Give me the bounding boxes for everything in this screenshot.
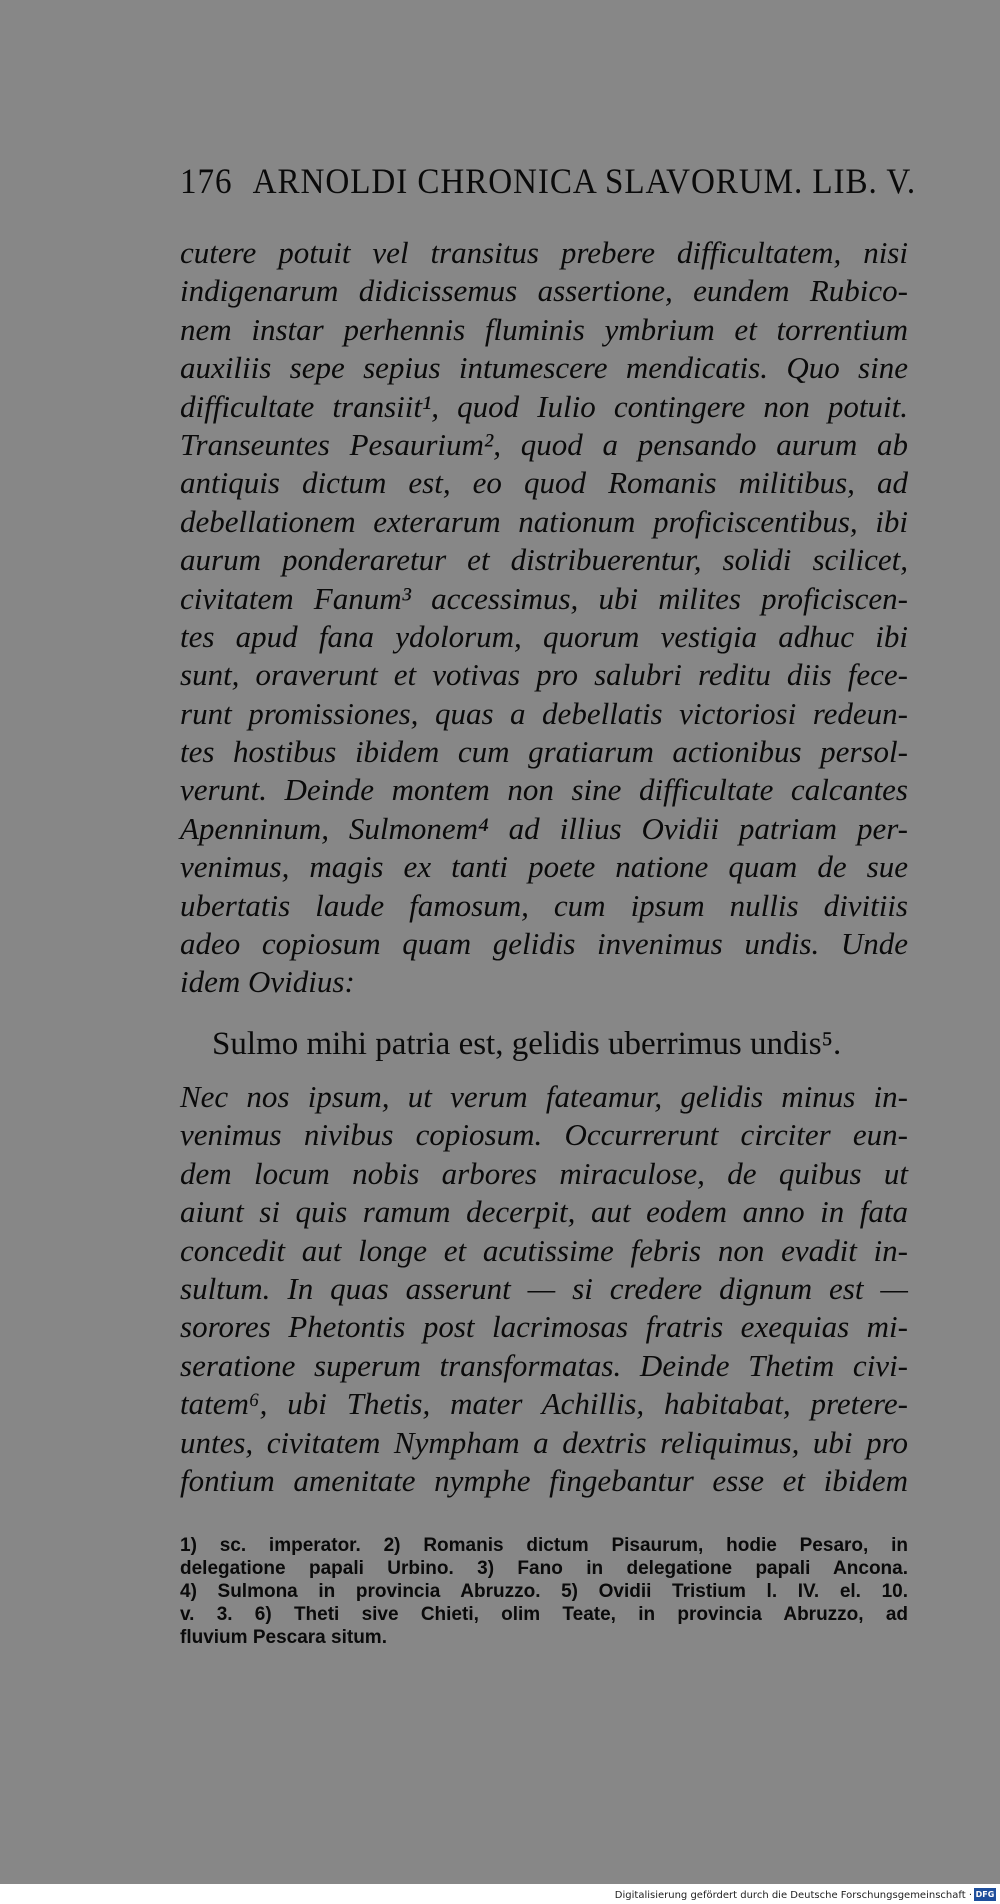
dfg-logo: DFG: [975, 1890, 995, 1899]
text-line: ubertatis laude famosum, cum ipsum nullis divitiis: [180, 887, 908, 923]
text-line: sorores Phetontis post lacrimosas fratris exequias mi-: [180, 1309, 908, 1345]
text-line: civitatem Fanum³ accessimus, ubi milites proficiscen-: [180, 580, 908, 616]
footnote-line: fluvium Pescara situm.: [180, 1627, 387, 1648]
text-line: cutere potuit vel transitus prebere difficultatem, nisi: [180, 235, 908, 270]
text-line: antiquis dictum est, eo quod Romanis militibus, ad: [180, 465, 908, 501]
text-line: venimus, magis ex tanti poete natione quam de sue: [180, 849, 908, 885]
text-line: aurum ponderaretur et distribuerentur, solidi scilicet,: [180, 542, 908, 578]
text-line: verunt. Deinde montem non sine difficultate calcantes: [180, 772, 908, 808]
running-title: ARNOLDI CHRONICA SLAVORUM. LIB. V.: [252, 161, 917, 201]
text-line: untes, civitatem Nympham a dextris reliquimus, ubi pro: [180, 1424, 908, 1460]
text-line: dem locum nobis arbores miraculose, de quibus ut: [180, 1155, 908, 1191]
text-line: Transeuntes Pesaurium², quod a pensando aurum ab: [180, 426, 908, 462]
text-line: idem Ovidius:: [180, 964, 355, 1000]
text-line: tatem⁶, ubi Thetis, mater Achillis, habitabat, pretere-: [180, 1386, 908, 1422]
text-line: venimus nivibus copiosum. Occurrerunt circiter eun-: [180, 1117, 908, 1153]
running-header: [180, 160, 917, 202]
text-line: adeo copiosum quam gelidis invenimus undis. Unde: [180, 926, 908, 962]
text-line: Nec nos ipsum, ut verum fateamur, gelidis minus in-: [180, 1079, 908, 1114]
digitization-credit: Digitalisierung gefördert durch die Deutsche Forschungsgemeinschaft ·: [614, 1890, 972, 1901]
text-line: Apenninum, Sulmonem⁴ ad illius Ovidii patriam per-: [180, 810, 908, 846]
verse-quotation: Sulmo mihi patria est, gelidis uberrimus undis⁵.: [212, 1026, 842, 1062]
text-line: aiunt si quis ramum decerpit, aut eodem anno in fata: [180, 1194, 908, 1230]
main-text-block-continued: [180, 1078, 908, 1500]
text-line: debellationem exterarum nationum proficiscentibus, ibi: [180, 503, 908, 539]
text-line: sunt, oraverunt et votivas pro salubri reditu diis fece-: [180, 657, 908, 693]
text-line: difficultate transiit¹, quod Iulio contingere non potuit.: [180, 388, 908, 424]
footnote-line: delegatione papali Urbino. 3) Fano in delegatione papali Ancona.: [180, 1558, 908, 1579]
text-line: concedit aut longe et acutissime febris non evadit in-: [180, 1232, 908, 1268]
text-line: runt promissiones, quas a debellatis victoriosi redeun-: [180, 695, 908, 731]
footnote-line: 4) Sulmona in provincia Abruzzo. 5) Ovidii Tristium l. IV. el. 10.: [180, 1581, 908, 1602]
page-number: 176: [180, 161, 233, 201]
main-text-block: [180, 234, 908, 1002]
text-line: tes apud fana ydolorum, quorum vestigia adhuc ibi: [180, 618, 908, 654]
text-line: nem instar perhennis fluminis ymbrium et torrentium: [180, 311, 908, 347]
text-line: fontium amenitate nymphe fingebantur esse et ibidem: [180, 1462, 908, 1498]
text-line: auxiliis sepe sepius intumescere mendicatis. Quo sine: [180, 350, 908, 386]
text-line: indigenarum didicissemus assertione, eundem Rubico-: [180, 273, 908, 309]
footnotes: [180, 1534, 908, 1649]
footnote-line: v. 3. 6) Theti sive Chieti, olim Teate, in provincia Abruzzo, ad: [180, 1604, 908, 1625]
footnote-line: 1) sc. imperator. 2) Romanis dictum Pisaurum, hodie Pesaro, in: [180, 1535, 908, 1556]
text-line: sultum. In quas asserunt — si credere dignum est —: [180, 1270, 908, 1306]
text-line: tes hostibus ibidem cum gratiarum actionibus persol-: [180, 734, 908, 770]
text-line: seratione superum transformatas. Deinde Thetim civi-: [180, 1347, 908, 1383]
